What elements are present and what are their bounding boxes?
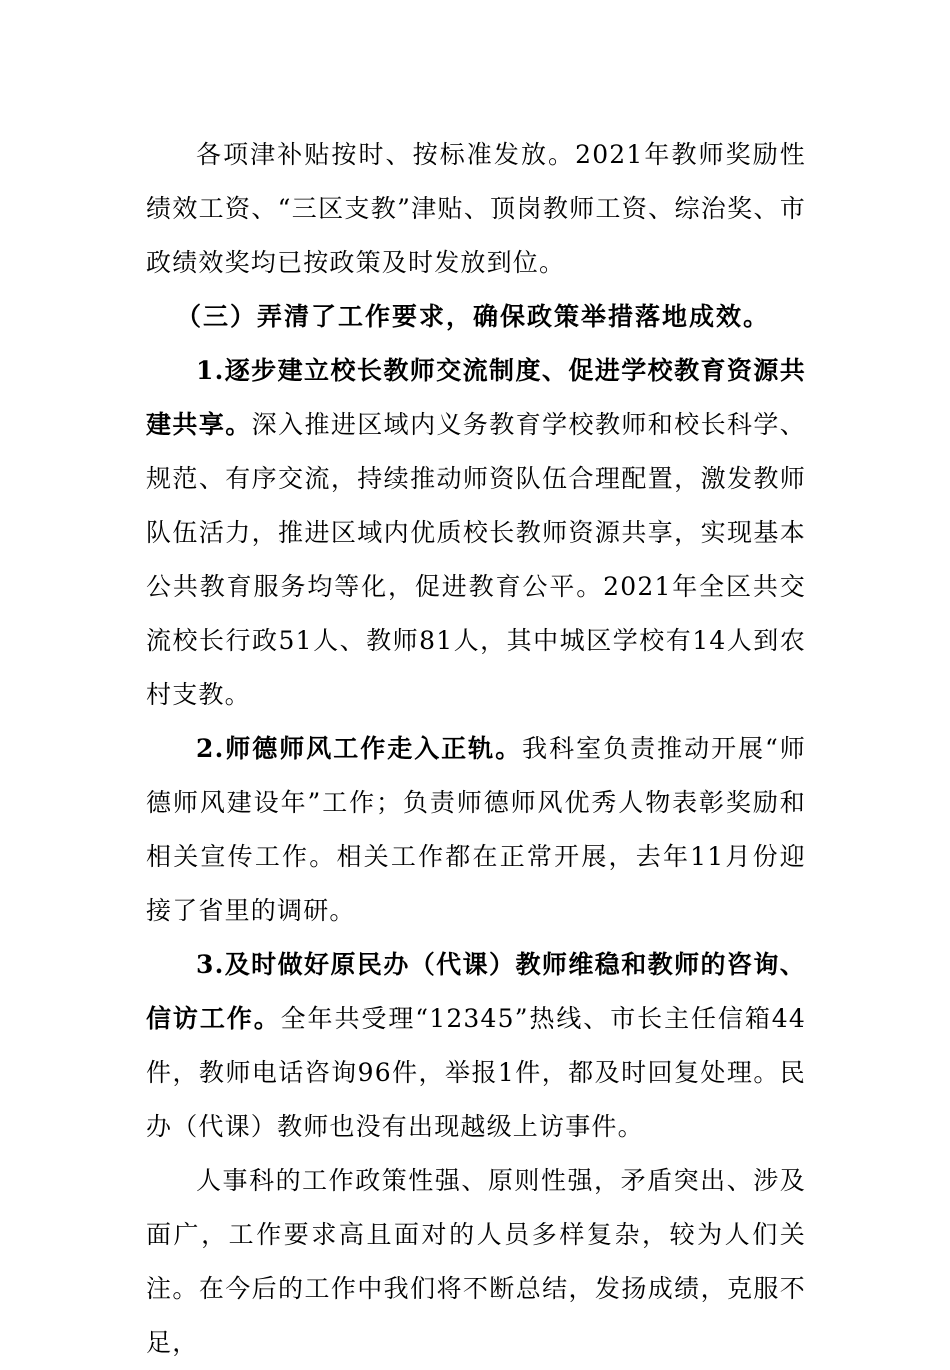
paragraph-item-3	[146, 938, 806, 1154]
paragraph-allowances: 各项津补贴按时、按标准发放。2021年教师奖励性绩效工资、“三区支教”津贴、顶岗教师工资、综治奖、市政绩效奖均已按政策及时发放到位。	[146, 140, 806, 277]
item-3-lead: 3.及时做好原民办（代课）教师维稳和教师的咨询、信访工作。	[146, 950, 806, 1033]
item-1-body: 深入推进区域内义务教育学校教师和校长科学、规范、有序交流，持续推动师资队伍合理配置，激发教师队伍活力，推进区域内优质校长教师资源共享，实现基本公共教育服务均等化，促进教育公平。2021年全区共交流校长行政51人、教师81人，其中城区学校有14人到农村支教。	[146, 410, 806, 709]
item-1-lead: 1.逐步建立校长教师交流制度、促进学校教育资源共建共享。	[146, 356, 806, 439]
paragraph-item-1	[146, 344, 806, 722]
paragraph-closing: 人事科的工作政策性强、原则性强，矛盾突出、涉及面广，工作要求高且面对的人员多样复杂，较为人们关注。在今后的工作中我们将不断总结，发扬成绩，克服不足，	[146, 1166, 806, 1357]
paragraph-item-2	[146, 722, 806, 938]
document-body	[146, 128, 806, 1370]
item-3-body: 全年共受理“12345”热线、市长主任信箱44件，教师电话咨询96件，举报1件，都及时回复处理。民办（代课）教师也没有出现越级上访事件。	[146, 1004, 806, 1141]
section-heading: （三）弄清了工作要求，确保政策举措落地成效。	[176, 302, 771, 331]
item-2-lead: 2.师德师风工作走入正轨。	[196, 734, 523, 763]
item-2-body: 我科室负责推动开展“师德师风建设年”工作；负责师德师风优秀人物表彰奖励和相关宣传工作。相关工作都在正常开展，去年11月份迎接了省里的调研。	[146, 734, 807, 925]
